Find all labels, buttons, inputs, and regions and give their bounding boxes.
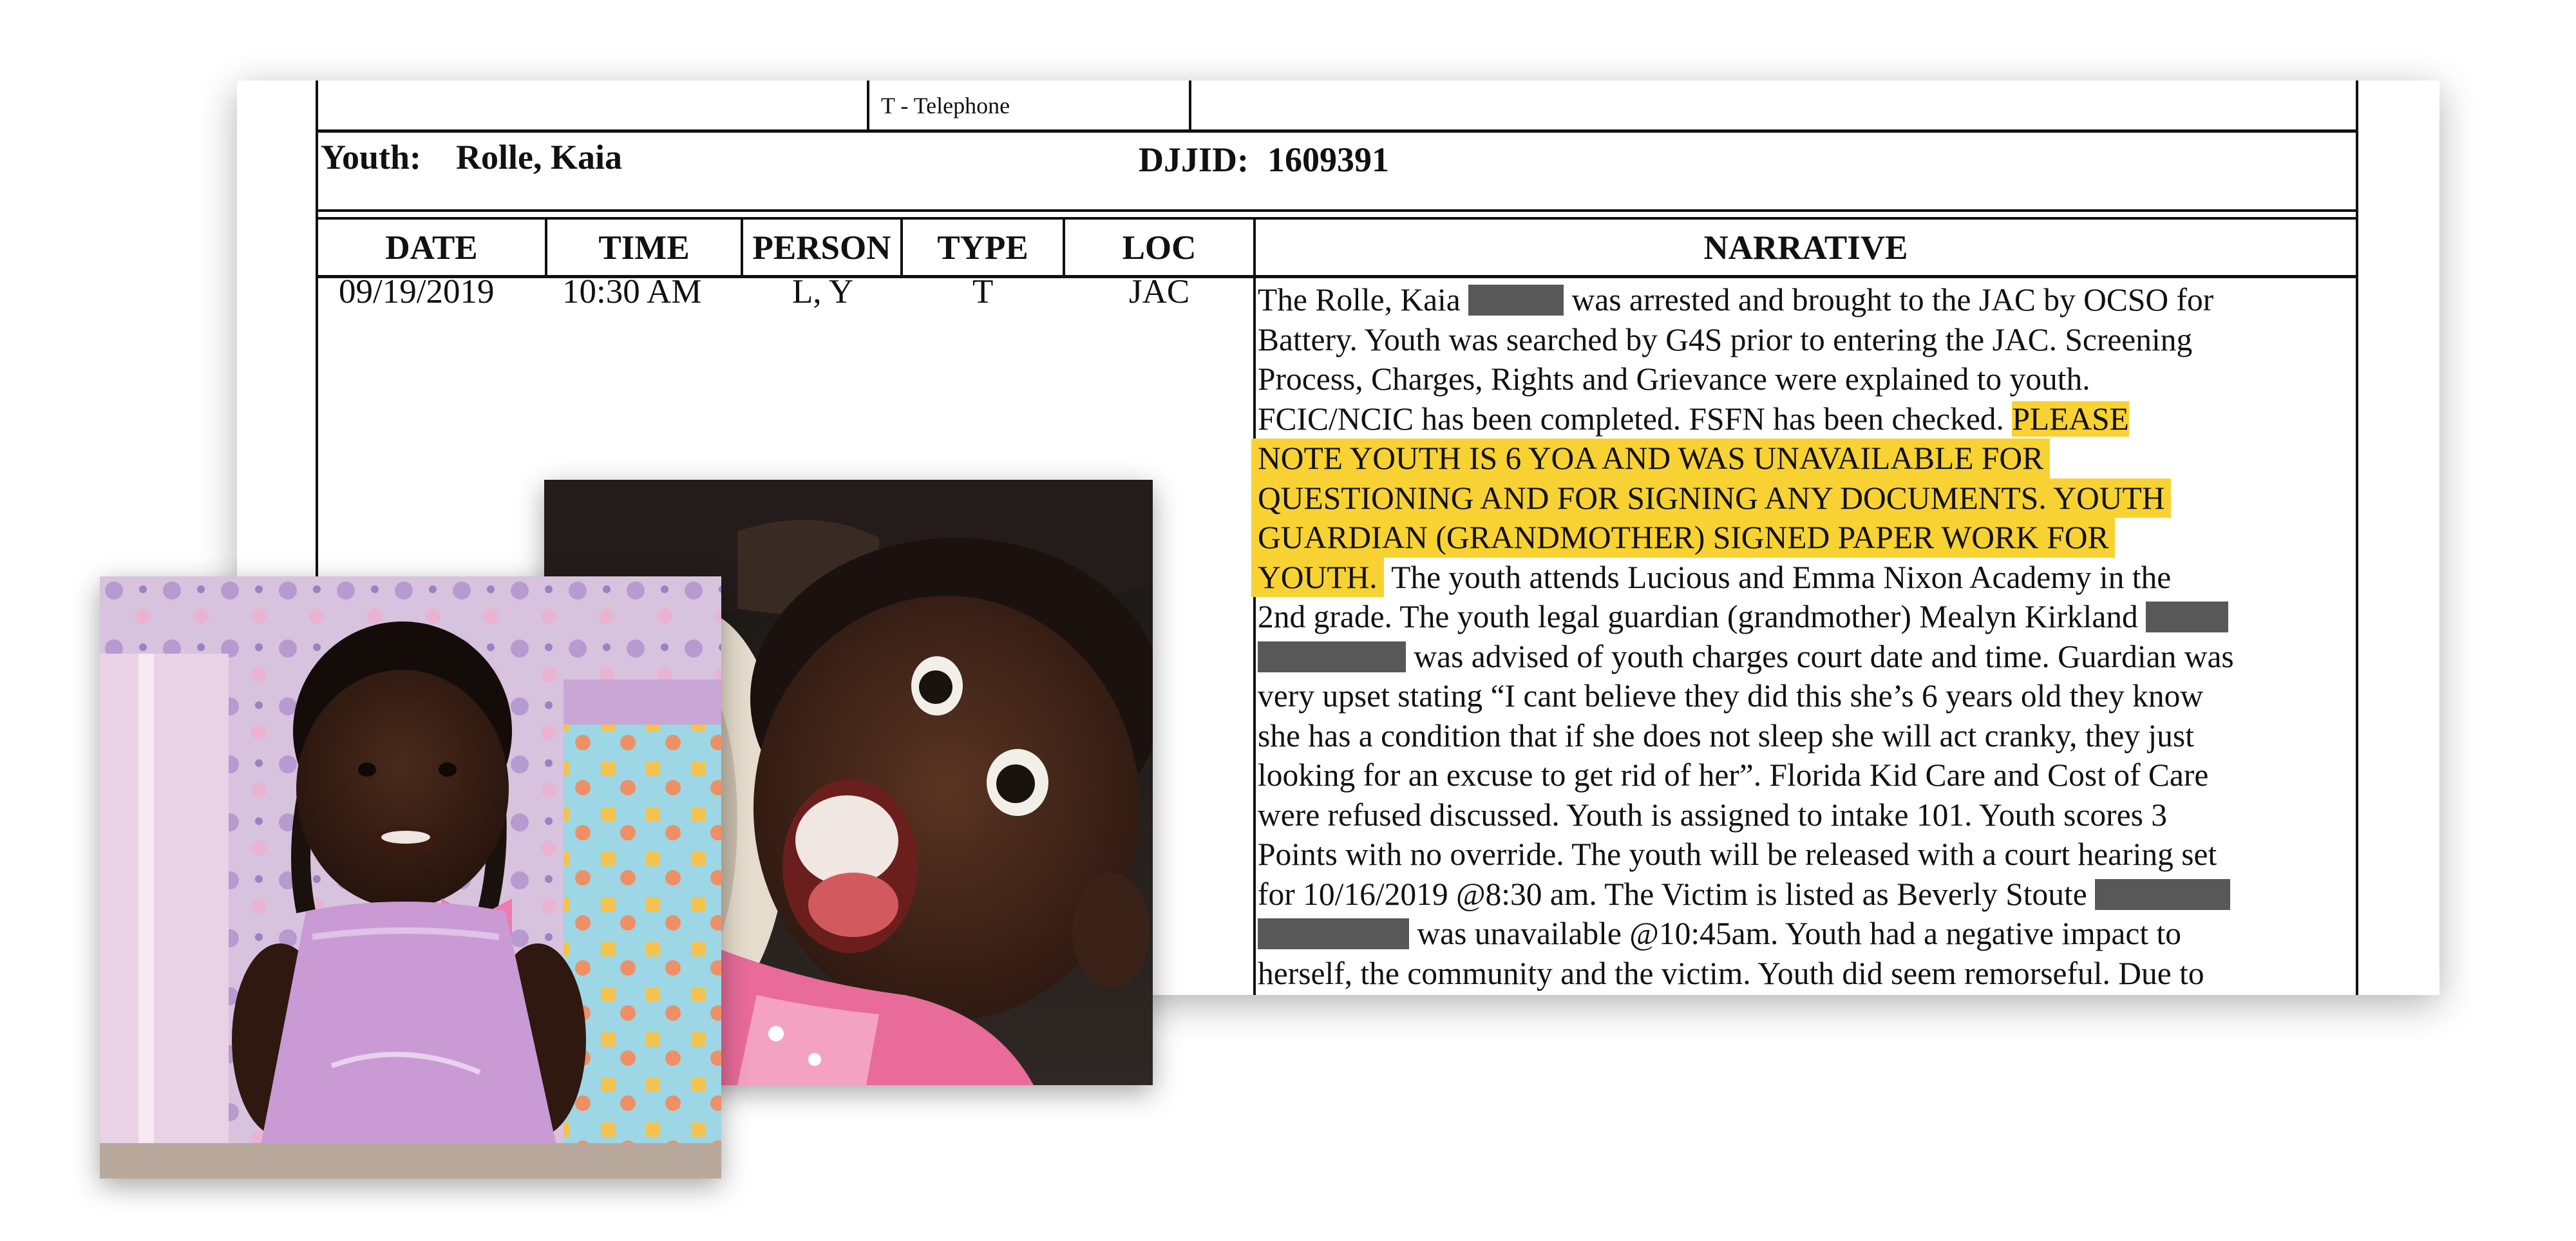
narrative-line: for 10/16/2019 @8:30 am. The Victim is listed as Beverly Stoute	[1258, 875, 2346, 914]
narrative-line: was advised of youth charges court date and time. Guardian was	[1258, 637, 2346, 677]
youth-label: Youth:	[321, 138, 422, 176]
col-header-date: DATE	[385, 229, 478, 267]
narrative-line: herself, the community and the victim. Youth did seem remorseful. Due to	[1258, 955, 2204, 991]
narrative-text	[1258, 280, 2346, 993]
redaction-block	[1468, 285, 1564, 316]
narrative-line: she has a condition that if she does not sleep she will act cranky, they just	[1258, 717, 2194, 753]
narrative-line	[1258, 518, 2346, 558]
narrative-line	[1258, 439, 2346, 478]
redaction-block	[2095, 879, 2230, 910]
col-divider-5	[1253, 217, 1256, 995]
redaction-block	[1258, 641, 1406, 672]
redaction-block	[1258, 918, 1409, 949]
narrative-line: Points with no override. The youth will be released with a court hearing set	[1258, 837, 2217, 872]
highlighted-text: NOTE YOUTH IS 6 YOA AND WAS UNAVAILABLE FOR	[1251, 439, 2050, 478]
entry-time: 10:30 AM	[562, 273, 702, 310]
col-header-narrative: NARRATIVE	[1703, 229, 1908, 267]
narrative-line: were refused discussed. Youth is assigned to intake 101. Youth scores 3	[1258, 797, 2168, 833]
col-header-type: TYPE	[937, 229, 1028, 267]
djjid-label: DJJID:	[1139, 140, 1249, 179]
youth-row-bottom	[316, 209, 2358, 212]
djjid-value: 1609391	[1267, 140, 1389, 179]
narrative-line	[1258, 478, 2346, 518]
highlighted-text: GUARDIAN (GRANDMOTHER) SIGNED PAPER WORK FOR	[1251, 518, 2115, 558]
narrative-line: 2nd grade. The youth legal guardian (grandmother) Mealyn Kirkland	[1258, 597, 2346, 637]
narrative-line: Battery. Youth was searched by G4S prior to entering the JAC. Screening	[1258, 321, 2193, 357]
top-row-label: T - Telephone	[881, 93, 1010, 118]
narrative-line: looking for an excuse to get rid of her”. Florida Kid Care and Cost of Care	[1258, 757, 2209, 793]
highlighted-text: PLEASE	[2012, 401, 2129, 437]
narrative-line: Process, Charges, Rights and Grievance were explained to youth.	[1258, 361, 2090, 397]
col-header-time: TIME	[598, 229, 690, 267]
highlighted-text: QUESTIONING AND FOR SIGNING ANY DOCUMENTS. YOUTH	[1251, 478, 2171, 518]
narrative-line: was unavailable @10:45am. Youth had a negative impact to	[1258, 914, 2346, 954]
col-header-person: PERSON	[752, 229, 891, 267]
entry-type: T	[972, 273, 994, 310]
top-row-bottom	[316, 129, 2358, 133]
entry-loc: JAC	[1129, 273, 1190, 310]
col-header-loc: LOC	[1122, 229, 1197, 267]
highlighted-text: YOUTH.	[1251, 558, 1384, 598]
entry-date: 09/19/2019	[339, 273, 495, 310]
redaction-block	[2146, 602, 2228, 632]
youth-name: Rolle, Kaia	[456, 138, 622, 176]
narrative-line: YOUTH. The youth attends Lucious and Emma Nixon Academy in the	[1258, 558, 2346, 598]
narrative-line: The Rolle, Kaia was arrested and brought to the JAC by OCSO for	[1258, 282, 2214, 317]
child-in-lavender-dress-photo	[100, 576, 721, 1179]
entry-person: L, Y	[792, 273, 854, 310]
narrative-line: FCIC/NCIC has been completed. FSFN has been checked. PLEASE	[1258, 401, 2129, 437]
narrative-line: very upset stating “I cant believe they did this she’s 6 years old they know	[1258, 678, 2204, 714]
top-row-divider-2	[1189, 81, 1191, 131]
top-row-divider-1	[867, 81, 869, 131]
